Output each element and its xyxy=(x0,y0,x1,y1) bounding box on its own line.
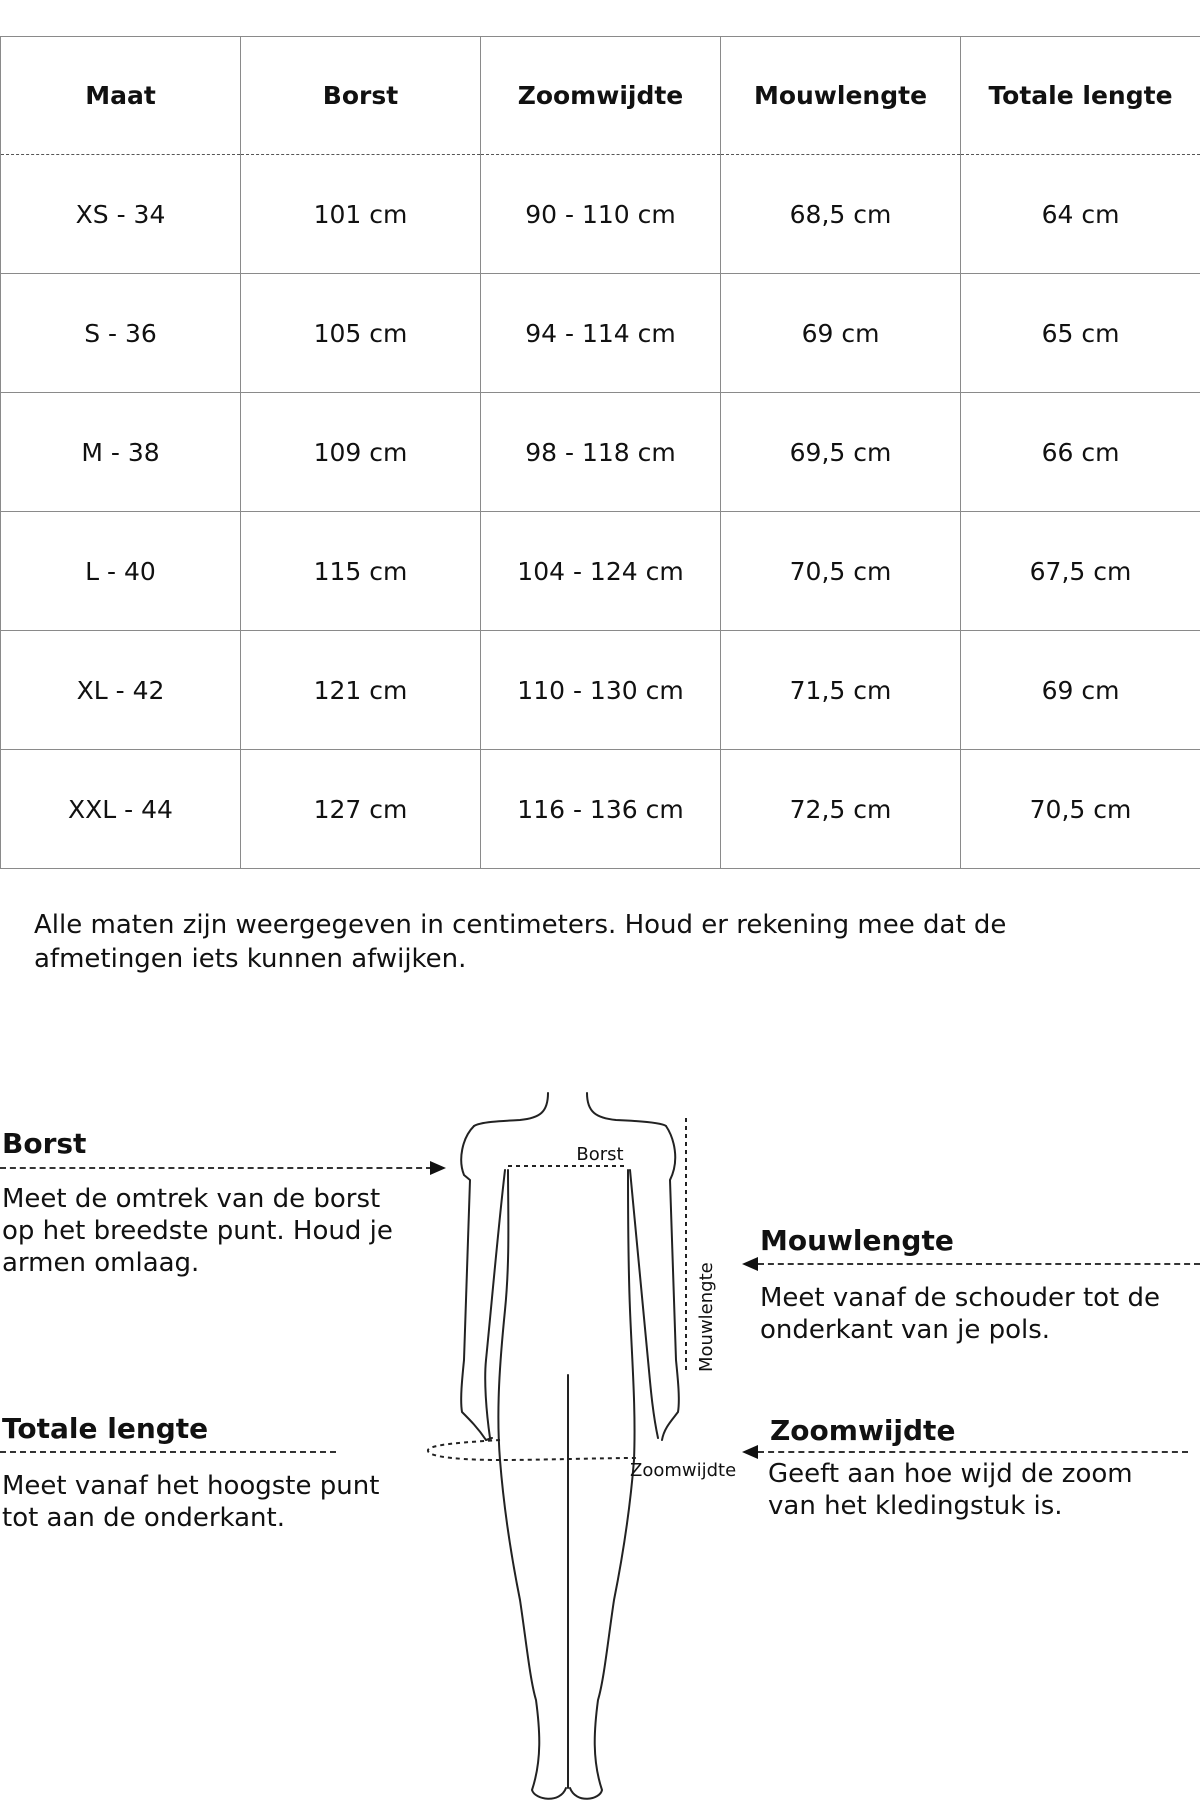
cell-totale-lengte: 67,5 cm xyxy=(961,512,1200,631)
zoomwijdte-measure-line xyxy=(428,1440,636,1460)
note-line-1: Alle maten zijn weergegeven in centimeters. Houd er rekening mee dat de xyxy=(34,910,1007,940)
garment-right-sleeve-outer xyxy=(662,1126,679,1440)
cell-borst: 109 cm xyxy=(241,393,481,512)
cell-zoomwijdte: 104 - 124 cm xyxy=(481,512,721,631)
header-maat: Maat xyxy=(1,37,241,155)
table-row xyxy=(1,155,1200,274)
guide-zoomwijdte-line-1: Geeft aan hoe wijd de zoom xyxy=(768,1459,1133,1489)
header-mouwlengte: Mouwlengte xyxy=(721,37,961,155)
cell-maat: L - 40 xyxy=(1,512,241,631)
guide-totale-lengte-line-1: Meet vanaf het hoogste punt xyxy=(2,1471,380,1501)
garment-left-side xyxy=(498,1170,566,1799)
cell-mouwlengte: 72,5 cm xyxy=(721,750,961,869)
cell-zoomwijdte: 90 - 110 cm xyxy=(481,155,721,274)
size-table-body xyxy=(1,155,1200,869)
guide-totale-lengte-title: Totale lengte xyxy=(2,1412,209,1445)
cell-totale-lengte: 69 cm xyxy=(961,631,1200,750)
cell-mouwlengte: 69,5 cm xyxy=(721,393,961,512)
cell-mouwlengte: 70,5 cm xyxy=(721,512,961,631)
table-row xyxy=(1,393,1200,512)
guide-zoomwijdte-title: Zoomwijdte xyxy=(770,1414,956,1447)
garment-right-side xyxy=(570,1170,635,1799)
cell-maat: XS - 34 xyxy=(1,155,241,274)
cell-maat: M - 38 xyxy=(1,393,241,512)
cell-maat: XL - 42 xyxy=(1,631,241,750)
guide-borst-title: Borst xyxy=(2,1127,87,1160)
header-totale-lengte: Totale lengte xyxy=(961,37,1200,155)
cell-totale-lengte: 64 cm xyxy=(961,155,1200,274)
cell-mouwlengte: 68,5 cm xyxy=(721,155,961,274)
table-row xyxy=(1,631,1200,750)
size-table xyxy=(0,36,1200,869)
cell-borst: 115 cm xyxy=(241,512,481,631)
cell-borst: 105 cm xyxy=(241,274,481,393)
cell-borst: 127 cm xyxy=(241,750,481,869)
measurement-diagram xyxy=(0,1080,1200,1807)
guide-borst-line-1: Meet de omtrek van de borst xyxy=(2,1184,381,1214)
guide-totale-lengte-line-2: tot aan de onderkant. xyxy=(2,1503,285,1533)
cell-zoomwijdte: 94 - 114 cm xyxy=(481,274,721,393)
header-borst: Borst xyxy=(241,37,481,155)
diagram-label-zoomwijdte: Zoomwijdte xyxy=(630,1460,737,1481)
cell-borst: 121 cm xyxy=(241,631,481,750)
garment-left-sleeve-outer xyxy=(461,1126,486,1440)
cell-zoomwijdte: 98 - 118 cm xyxy=(481,393,721,512)
cell-borst: 101 cm xyxy=(241,155,481,274)
garment-left-sleeve-inner xyxy=(485,1170,505,1438)
cell-mouwlengte: 69 cm xyxy=(721,274,961,393)
cell-zoomwijdte: 116 - 136 cm xyxy=(481,750,721,869)
header-row xyxy=(1,37,1200,155)
cell-maat: XXL - 44 xyxy=(1,750,241,869)
header-zoomwijdte: Zoomwijdte xyxy=(481,37,721,155)
table-row xyxy=(1,274,1200,393)
table-row xyxy=(1,512,1200,631)
table-row xyxy=(1,750,1200,869)
guide-borst-line-2: op het breedste punt. Houd je xyxy=(2,1216,393,1246)
cell-mouwlengte: 71,5 cm xyxy=(721,631,961,750)
measurement-note xyxy=(34,908,1154,976)
guide-mouwlengte-line-2: onderkant van je pols. xyxy=(760,1315,1051,1345)
cell-maat: S - 36 xyxy=(1,274,241,393)
guide-borst-line-3: armen omlaag. xyxy=(2,1248,200,1278)
note-line-2: afmetingen iets kunnen afwijken. xyxy=(34,944,467,974)
diagram-label-borst: Borst xyxy=(576,1144,624,1165)
diagram-label-mouwlengte: Mouwlengte xyxy=(696,1262,717,1372)
guide-zoomwijdte-line-2: van het kledingstuk is. xyxy=(768,1491,1063,1521)
garment-neck-left xyxy=(474,1093,548,1126)
size-table-header xyxy=(1,37,1200,155)
guide-mouwlengte-line-1: Meet vanaf de schouder tot de xyxy=(760,1283,1161,1313)
cell-zoomwijdte: 110 - 130 cm xyxy=(481,631,721,750)
garment-neck-right xyxy=(587,1093,666,1126)
guide-mouwlengte-title: Mouwlengte xyxy=(760,1224,954,1257)
cell-totale-lengte: 65 cm xyxy=(961,274,1200,393)
cell-totale-lengte: 70,5 cm xyxy=(961,750,1200,869)
cell-totale-lengte: 66 cm xyxy=(961,393,1200,512)
